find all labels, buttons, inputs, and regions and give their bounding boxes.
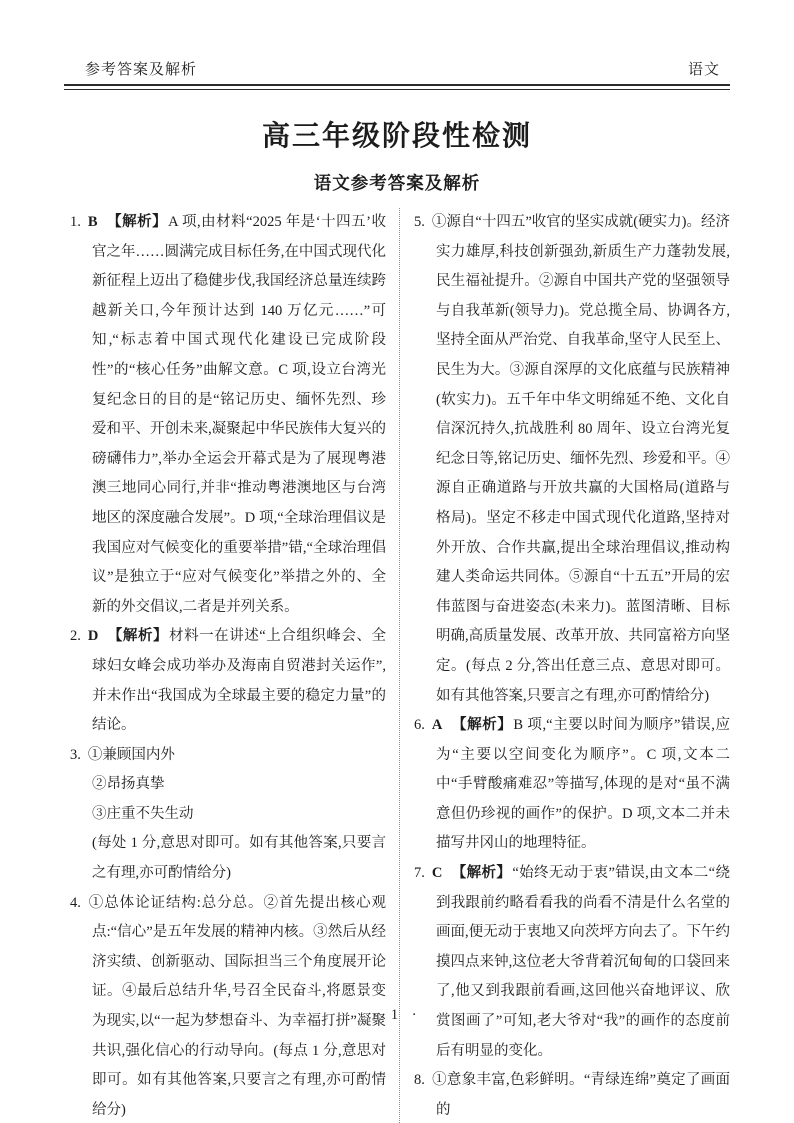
- item-5-text: ①源自“十四五”收官的坚实成就(硬实力)。经济实力雄厚,科技创新强劲,新质生产力蓬勃发展,民生福祉提升。②源自中国共产党的坚强领导与自我革新(领导力)。党总揽全局、协调各方,坚持全面从严治党、自我革命,坚守人民至上、民生为大。③源自深厚的文化底蕴与民族精神(软实力)。五千年中华文明绵延不绝、文化自信深沉持久,抗战胜利 80 周年、设立台湾光复纪念日等,铭记历史、缅怀先烈、珍爱和平。④源自正确道路与开放共赢的大国格局(道路与格局)。坚定不移走中国式现代化道路,坚持对外开放、合作共赢,提出全球治理倡议,推动构建人类命运共同体。⑤源自“十五五”开局的宏伟蓝图与奋进姿态(未来力)。蓝图清晰、目标明确,高质量发展、改革开放、共同富裕方向坚定。(每点 2 分,答出任意三点、意思对即可。如有其他答案,只要言之有理,亦可酌情给分): [431, 214, 730, 704]
- answer-item-4: [70, 889, 386, 1123]
- item-4-number: 4.: [70, 894, 81, 911]
- item-3-point-1: ①兼顾国内外: [87, 746, 175, 763]
- page-header: [64, 58, 730, 79]
- item-6-analysis-tag: 【解析】: [451, 717, 513, 734]
- right-column: [400, 208, 730, 1123]
- left-column: [70, 208, 400, 1123]
- item-8-text: ①意象丰富,色彩鲜明。“青绿连绵”奠定了画面的: [431, 1072, 730, 1118]
- page-subtitle: 语文参考答案及解析: [313, 173, 481, 193]
- answer-item-3: [70, 741, 386, 889]
- item-7-text: “始终无动于衷”错误,由文本二“绕到我跟前约略看看我的尚看不清是什么名堂的画面,便无动于衷地又向茨坪方向去了。下午约摸四点来钟,这位老大爷背着沉甸甸的口袋回来了,他又到我跟前看画,这回他兴奋地评议、欣赏图画了”可知,老大爷对“我”的画作的态度前后有明显的变化。: [436, 865, 730, 1059]
- item-7-analysis-tag: 【解析】: [451, 865, 512, 882]
- item-8-number: 8.: [414, 1072, 425, 1089]
- page-title: 高三年级阶段性检测: [261, 121, 532, 152]
- item-4-text: ①总体论证结构:总分总。②首先提出核心观点:“信心”是五年发展的精神内核。③然后从经济实绩、创新驱动、国际担当三个角度展开论证。④最后总结升华,号召全民奋斗,将愿景变为现实,以“一起为梦想奋斗、为幸福打拼”凝聚共识,强化信心的行动导向。(每点 1 分,意思对即可。如有其他答案,只要言之有理,亦可酌情给分): [87, 894, 386, 1118]
- item-2-answer: D: [87, 628, 99, 645]
- answer-item-7: [414, 859, 730, 1066]
- item-6-number: 6.: [414, 717, 425, 734]
- answer-item-6: [414, 711, 730, 859]
- item-7-number: 7.: [414, 865, 425, 882]
- item-2-analysis-tag: 【解析】: [107, 628, 169, 645]
- answer-item-5: [414, 208, 730, 711]
- item-2-number: 2.: [70, 628, 81, 645]
- answer-item-2: [70, 622, 386, 740]
- item-2-text: 材料一在讲述“上合组织峰会、全球妇女峰会成功举办及海南自贸港封关运作”,并未作出“我国成为全球最主要的稳定力量”的结论。: [92, 628, 386, 734]
- item-3-point-2: ②昂扬真挚: [92, 776, 165, 793]
- header-right-label: 语文: [687, 62, 720, 78]
- page-number: · 1 ·: [372, 1007, 422, 1023]
- item-5-number: 5.: [414, 214, 425, 230]
- item-6-text: B 项,“主要以时间为顺序”错误,应为“主要以空间变化为顺序”。C 项,文本二中“手臂酸痛难忍”等描写,体现的是对“虽不满意但仍珍视的画作”的保护。D 项,文本二并未描写井冈山的地理特征。: [436, 717, 731, 852]
- item-3-number: 3.: [70, 746, 81, 763]
- item-1-answer: B: [87, 214, 98, 230]
- answer-item-1: [70, 208, 386, 622]
- content-columns: [70, 208, 730, 1123]
- item-1-text: A 项,由材料“2025 年是‘十四五’收官之年……圆满完成目标任务,在中国式现代化新征程上迈出了稳健步伐,我国经济总量连续跨越新关口,今年预计达到 140 万亿元……”可知,“标志着中国式现代化建设已完成阶段性”的“核心任务”曲解文意。C 项,设立台湾光复纪念日的目的是“铭记历史、缅怀先烈、珍爱和平、开创未来,凝聚起中华民族伟大复兴的磅礴伟力”,举办全运会开幕式是为了展现粤港澳三地同心同行,并非“推动粤港澳地区与台湾地区的深度融合发展”。D 项,“全球治理倡议是我国应对气候变化的重要举措”错,“全球治理倡议”是独立于“应对气候变化”举措之外的、全新的外交倡议,二者是并列关系。: [92, 214, 387, 615]
- item-1-number: 1.: [70, 214, 81, 230]
- answer-item-8: [414, 1066, 730, 1123]
- item-1-analysis-tag: 【解析】: [106, 214, 168, 230]
- item-3-scoring-note: (每处 1 分,意思对即可。如有其他答案,只要言之有理,亦可酌情给分): [92, 835, 386, 882]
- header-left-label: 参考答案及解析: [85, 62, 198, 78]
- item-7-answer: C: [431, 865, 443, 882]
- item-6-answer: A: [431, 717, 443, 734]
- header-divider-rule: [64, 84, 730, 90]
- item-3-point-3: ③庄重不失生动: [92, 805, 194, 822]
